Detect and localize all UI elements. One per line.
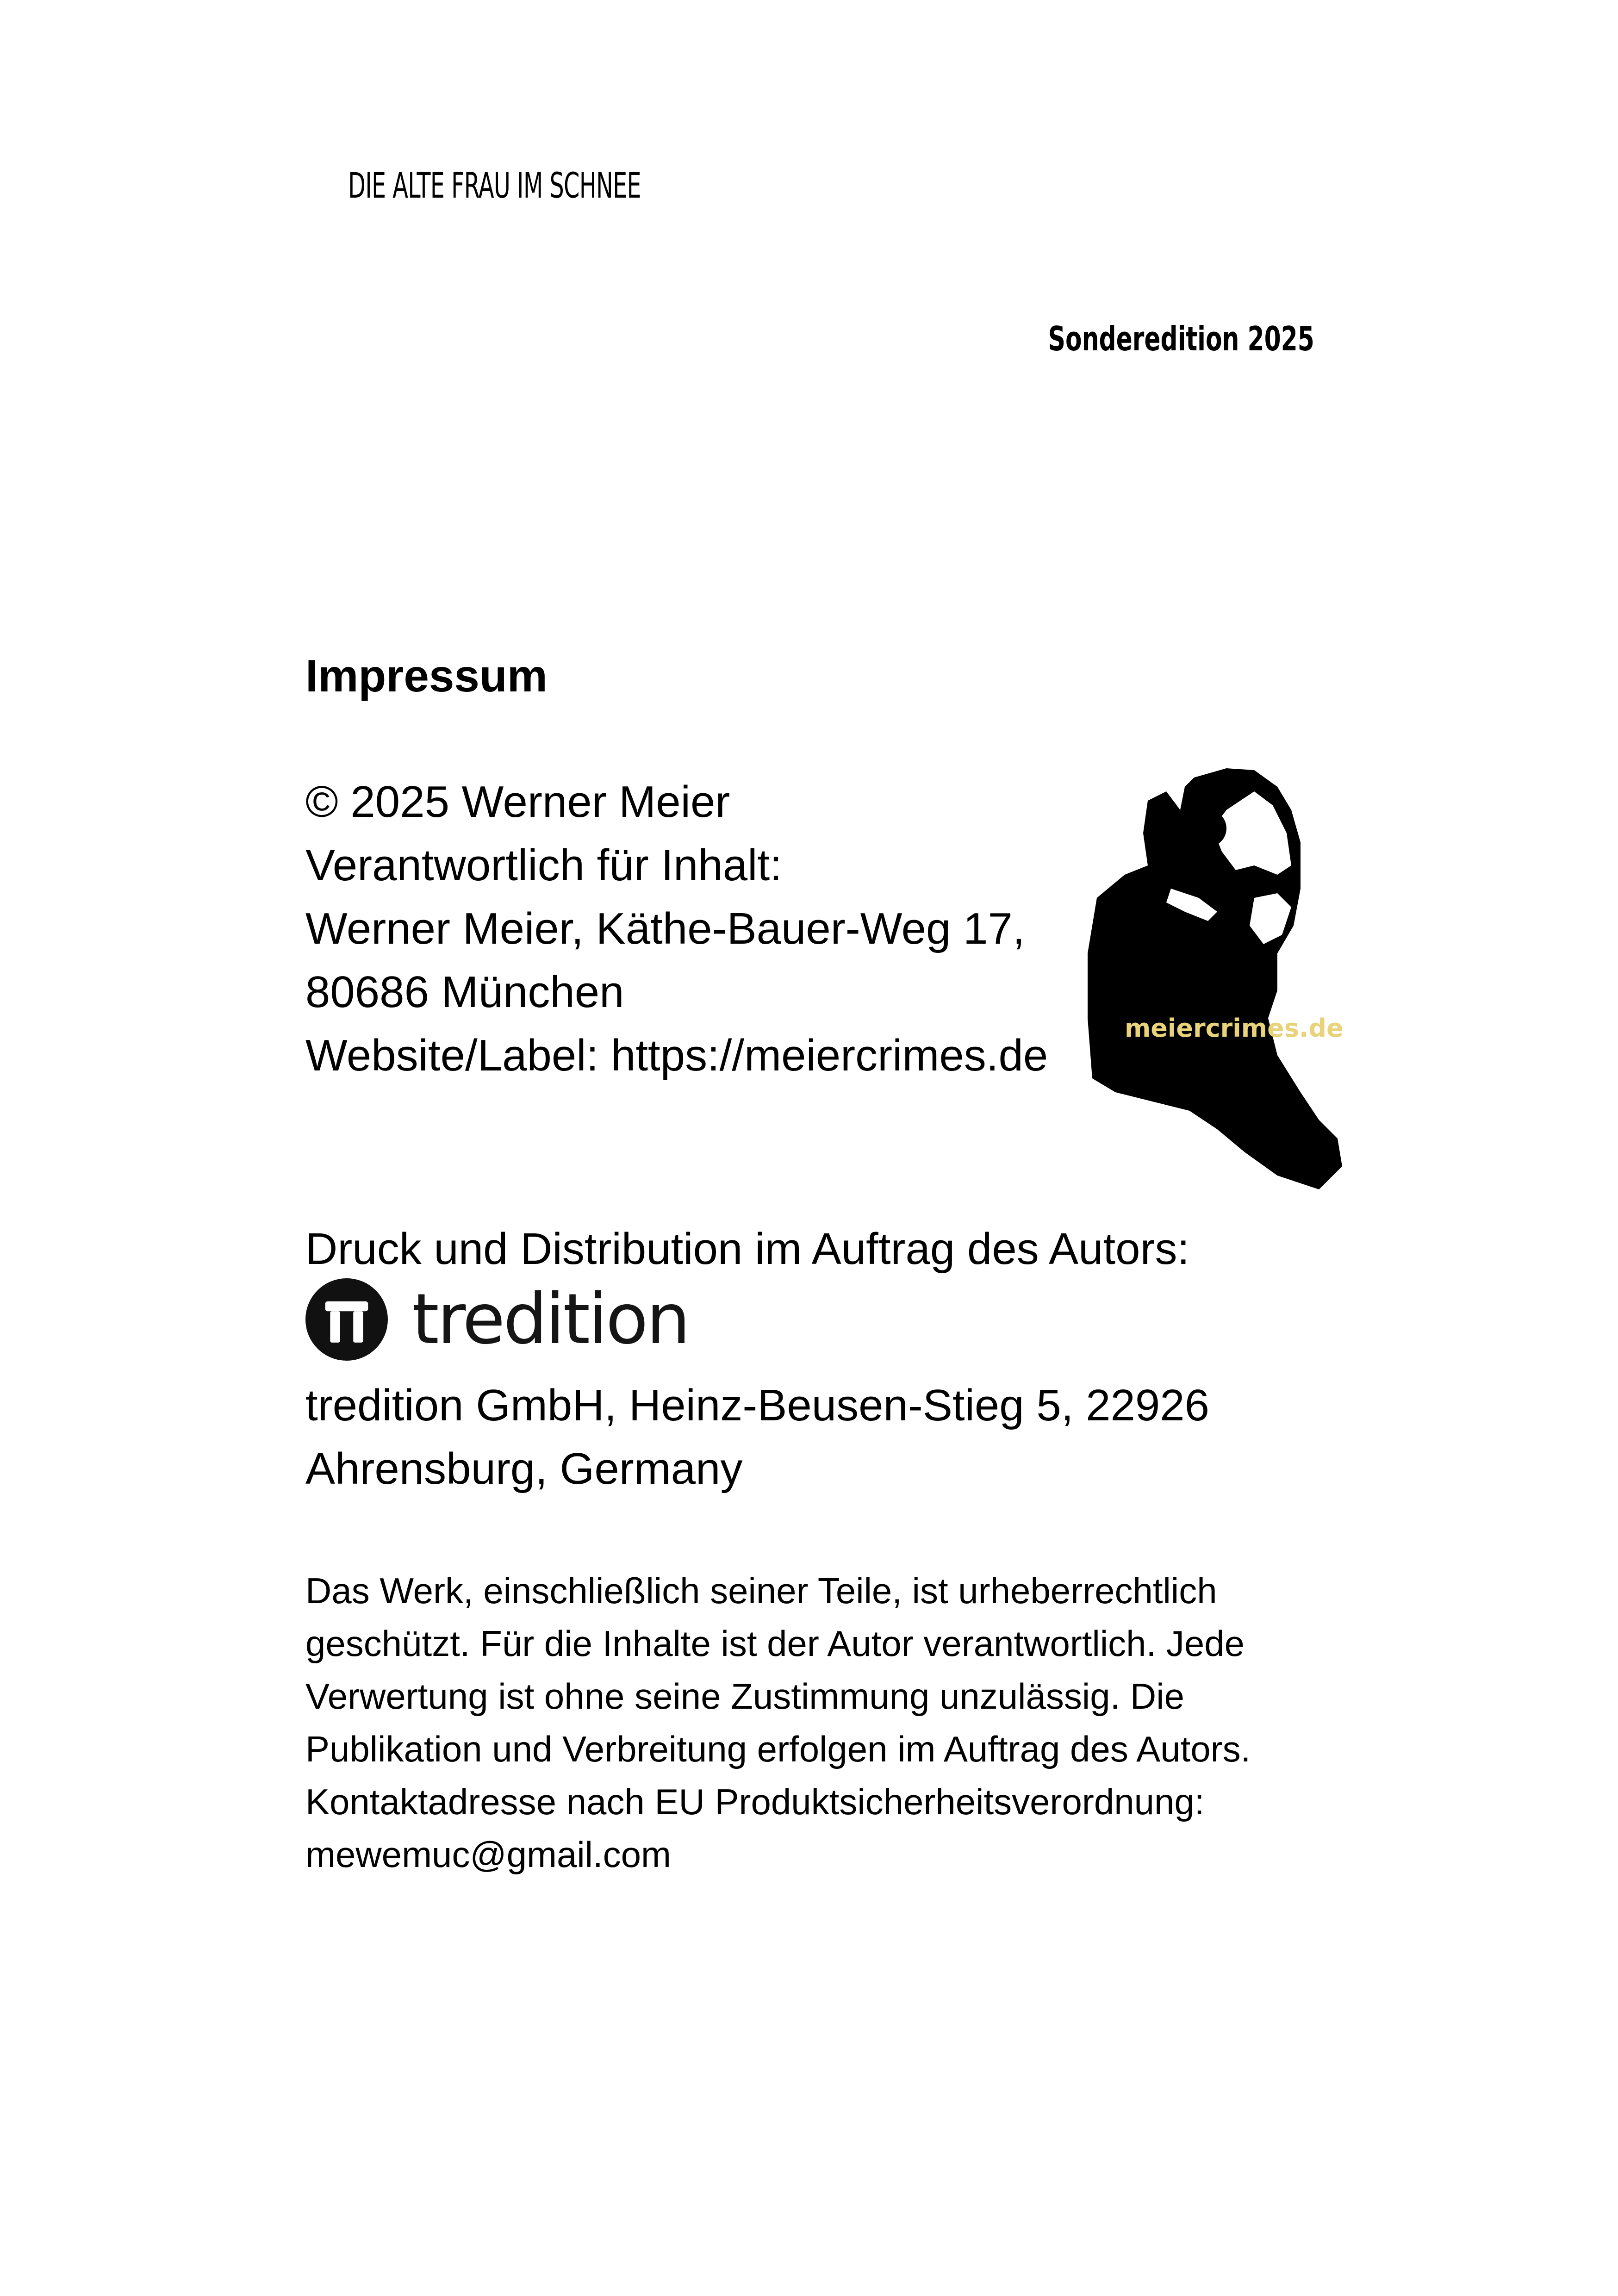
tredition-icon bbox=[305, 1278, 388, 1361]
publisher-address-line: Ahrensburg, Germany bbox=[305, 1444, 743, 1493]
legal-line: Publikation und Verbreitung erfolgen im Auftrag des Autors. bbox=[305, 1729, 1251, 1769]
responsible-label: Verantwortlich für Inhalt: bbox=[305, 840, 782, 890]
legal-line: Verwertung ist ohne seine Zustimmung unzulässig. Die bbox=[305, 1676, 1184, 1717]
print-distribution-label: Druck und Distribution im Auftrag des Autors: bbox=[305, 1224, 1190, 1274]
tredition-logo bbox=[305, 1278, 689, 1361]
author-address-city: 80686 München bbox=[305, 967, 624, 1017]
legal-line: geschützt. Für die Inhalte ist der Autor verantwortlich. Jede bbox=[305, 1623, 1245, 1664]
legal-line: Kontaktadresse nach EU Produktsicherheitsverordnung: bbox=[305, 1781, 1205, 1822]
contact-email: mewemuc@gmail.com bbox=[305, 1834, 672, 1875]
website-line: Website/Label: https://meiercrimes.de bbox=[305, 1031, 1048, 1080]
book-title: DIE ALTE FRAU IM SCHNEE bbox=[348, 165, 641, 206]
legal-notice bbox=[305, 1564, 1251, 1881]
legal-line: Das Werk, einschließlich seiner Teile, ist urheberrechtlich bbox=[305, 1570, 1217, 1611]
publisher-address bbox=[305, 1374, 1209, 1500]
meiercrimes-logo bbox=[1060, 759, 1365, 1203]
author-address-street: Werner Meier, Käthe-Bauer-Weg 17, bbox=[305, 904, 1025, 953]
edition-label: Sonderedition 2025 bbox=[1048, 319, 1314, 358]
impressum-block bbox=[305, 770, 1048, 1087]
tredition-wordmark: tredition bbox=[412, 1279, 689, 1360]
logo-label: meiercrimes.de bbox=[1125, 1014, 1344, 1043]
publisher-address-line: tredition GmbH, Heinz-Beusen-Stieg 5, 22926 bbox=[305, 1381, 1210, 1430]
impressum-heading: Impressum bbox=[305, 650, 548, 701]
copyright-line: © 2025 Werner Meier bbox=[305, 777, 730, 827]
